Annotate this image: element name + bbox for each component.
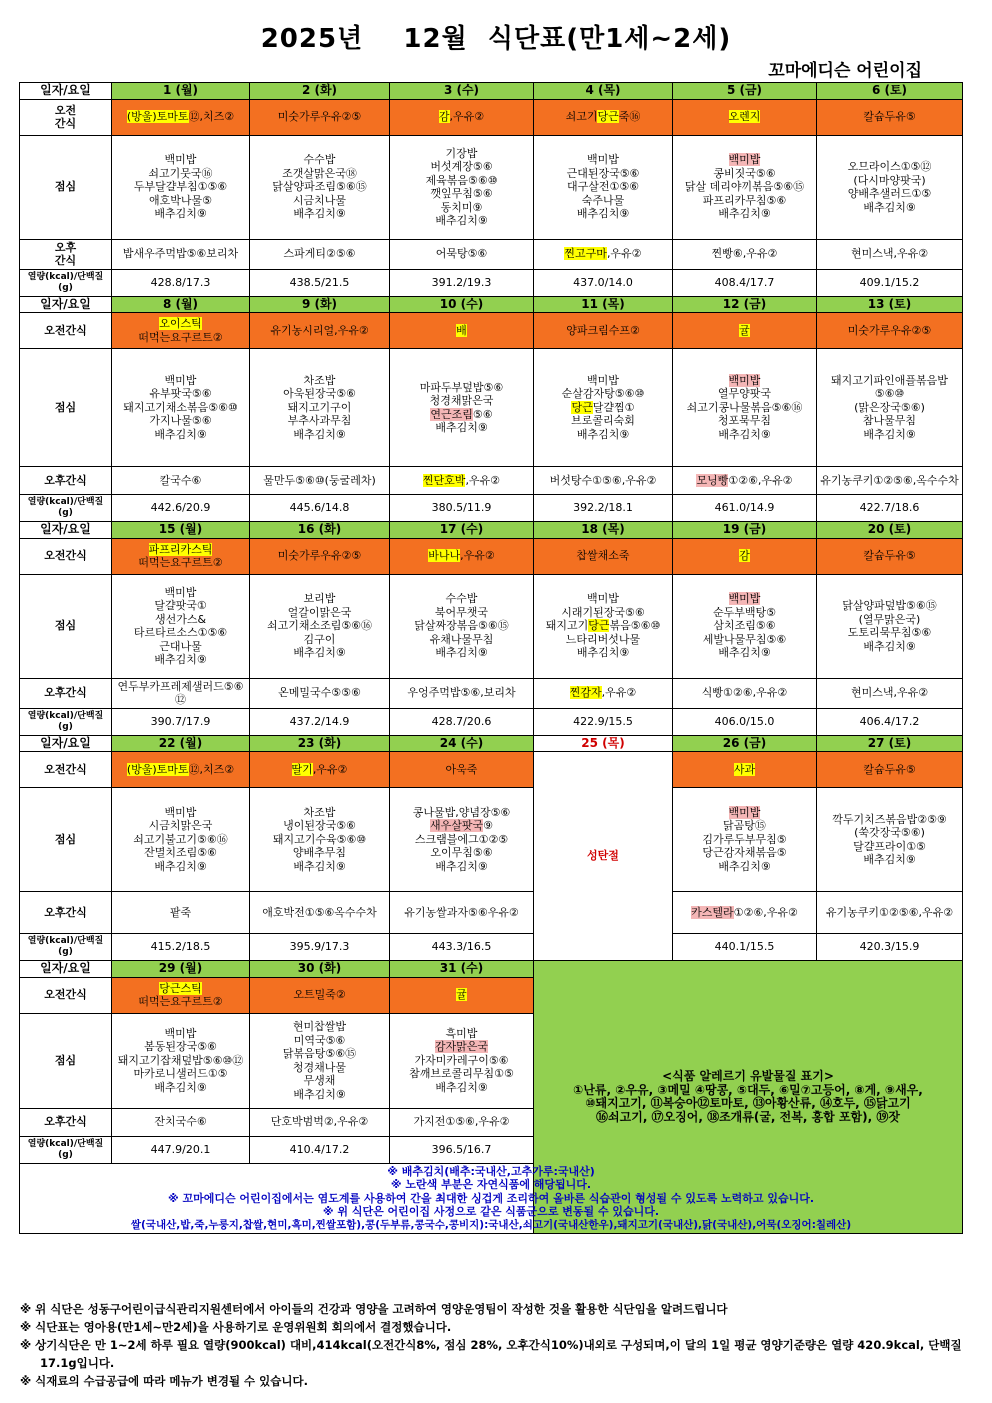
lunch-cell — [817, 788, 963, 892]
lunch-text: 백미밥 근대된장국⑤⑥ 대구살전①⑤⑥ 숙주나물 배추김치⑨ — [566, 153, 640, 221]
lunch-cell — [390, 349, 534, 467]
am-snack-cell — [112, 538, 250, 574]
pm-snack-text: 카스텔라①②⑥,우유② — [691, 905, 798, 919]
pm-snack-text: 유기농쌀과자⑤⑥우유② — [404, 905, 519, 919]
energy-cell: 415.2/18.5 — [112, 934, 250, 961]
day-header: 4 (목) — [534, 83, 673, 100]
am-snack-text: 미숫가루우유②⑤ — [847, 323, 932, 337]
lunch-text: 차조밥 아욱된장국⑤⑥ 돼지고기구이 부추사과무침 배추김치⑨ — [283, 373, 356, 441]
row-label: 일자/요일 — [20, 296, 112, 313]
highlight: (방울)토마토 — [126, 110, 189, 124]
pm-snack-cell — [673, 678, 817, 708]
daycare-name: 꼬마에디슨 어린이집 — [768, 61, 922, 81]
day-header: 24 (수) — [390, 735, 534, 752]
pm-snack-cell — [250, 239, 390, 269]
pm-snack-cell — [390, 892, 534, 934]
day-header: 1 (월) — [112, 83, 250, 100]
note-line: ※ 위 식단은 어린이집 사정으로 같은 식품군으로 변동될 수 있습니다. — [322, 1205, 660, 1218]
row-label: 점심 — [20, 1013, 112, 1108]
am-snack-cell — [673, 538, 817, 574]
am-snack-cell — [817, 752, 963, 788]
energy-cell: 445.6/14.8 — [250, 495, 390, 522]
day-header: 15 (월) — [112, 522, 250, 539]
am-snack-cell — [250, 538, 390, 574]
lunch-cell — [112, 788, 250, 892]
pm-snack-text: 찐감자,우유② — [569, 686, 637, 700]
energy-cell: 442.6/20.9 — [112, 495, 250, 522]
row-label: 점심 — [20, 788, 112, 892]
energy-cell: 390.7/17.9 — [112, 708, 250, 735]
lunch-text: 백미밥 순살감자탕⑤⑥⑩ 당근달걀찜① 브로콜리숙회 배추김치⑨ — [561, 373, 645, 441]
row-label: 오후 간식 — [20, 239, 112, 269]
row-label: 오전간식 — [20, 977, 112, 1013]
row-label: 오전간식 — [20, 752, 112, 788]
highlight: 감자맑은국 — [434, 1040, 489, 1054]
row-label: 점심 — [20, 574, 112, 678]
lunch-cell — [250, 1013, 390, 1108]
am-snack-cell — [817, 538, 963, 574]
energy-cell: 447.9/20.1 — [112, 1136, 250, 1163]
am-snack-text: 칼슘두유⑤ — [863, 549, 916, 563]
lunch-text: 백미밥 콩비짓국⑤⑥ 닭살 데리야끼볶음⑤⑥⑮ 파프리카무침⑤⑥ 배추김치⑨ — [684, 153, 805, 221]
am-snack-text: (방울)토마토⑫,치즈② — [126, 762, 235, 776]
lunch-text: 콩나물밥,양념장⑤⑥ 새우살팟국⑨ 스크램블에그①②⑤ 오이무침⑤⑥ 배추김치⑨ — [412, 805, 511, 873]
am-snack-text: 딸기,우유② — [291, 762, 348, 776]
day-header: 17 (수) — [390, 522, 534, 539]
day-header: 20 (토) — [817, 522, 963, 539]
lunch-cell — [673, 349, 817, 467]
pm-snack-cell — [673, 467, 817, 495]
am-snack-cell — [250, 313, 390, 349]
notes-box — [20, 1163, 963, 1234]
lunch-text: 돼지고기파인애플볶음밥 ⑤⑥⑩ (맑은장국⑤⑥) 참나물무침 배추김치⑨ — [831, 373, 948, 441]
highlight: 백미밥 — [728, 153, 761, 167]
lunch-text: 백미밥 봄동된장국⑤⑥ 돼지고기잡채덮밥⑤⑥⑩⑫ 마카로니샐러드①⑤ 배추김치⑨ — [117, 1026, 244, 1094]
energy-cell: 437.0/14.0 — [534, 269, 673, 296]
highlight: 당근스틱 — [159, 981, 202, 995]
lunch-text: 백미밥 달걀팟국① 생선가스&타르타르소스①⑤⑥ 근대나물 배추김치⑨ — [133, 585, 228, 666]
energy-cell: 391.2/19.3 — [390, 269, 534, 296]
page-title — [0, 18, 992, 55]
am-snack-text — [739, 324, 750, 337]
am-snack-cell — [390, 538, 534, 574]
lunch-text: 보리밥 얼갈이맑은국 쇠고기채소조림⑤⑥⑯ 김구이 배추김치⑨ — [266, 592, 373, 660]
lunch-cell — [673, 574, 817, 678]
lunch-text: 현미찹쌀밥 미역국⑤⑥ 닭볶음탕⑤⑥⑮ 청경채나물 무생채 배추김치⑨ — [282, 1020, 357, 1101]
pm-snack-cell — [673, 239, 817, 269]
pm-snack-cell — [250, 678, 390, 708]
lunch-cell — [817, 349, 963, 467]
pm-snack-text: 찐빵⑥,우유② — [711, 247, 778, 261]
am-snack-cell — [250, 752, 390, 788]
am-snack-cell — [534, 99, 673, 135]
allergy-line: ⑩돼지고기, ⑪복숭아⑫토마토, ⑬아황산류, ⑭호두, ⑮닭고기 — [585, 1096, 911, 1110]
day-header: 31 (수) — [390, 961, 534, 978]
day-header: 23 (화) — [250, 735, 390, 752]
pm-snack-text: 찐단호박,우유② — [422, 473, 501, 487]
pm-snack-text: 어묵탕⑤⑥ — [435, 247, 488, 261]
pm-snack-cell — [390, 1108, 534, 1136]
energy-cell: 395.9/17.3 — [250, 934, 390, 961]
pm-snack-text: 스파게티②⑤⑥ — [283, 247, 356, 261]
lunch-text: 기장밥 버섯계장⑤⑥ 제육볶음⑤⑥⑩ 깻잎무침⑤⑥ 동치미⑨ 배추김치⑨ — [425, 146, 498, 227]
row-label: 오전간식 — [20, 313, 112, 349]
footer-note: ※ 위 식단은 성동구어린이급식관리지원센터에서 아이들의 건강과 영양을 고려하여 영양운영팀이 작성한 것을 활용한 식단임을 알려드립니다 — [20, 1302, 728, 1316]
row-label: 열량(kcal)/단백질(g) — [20, 269, 112, 296]
row-label: 열량(kcal)/단백질(g) — [20, 1136, 112, 1163]
highlight: 당근 — [588, 619, 610, 633]
pm-snack-cell — [390, 678, 534, 708]
row-label: 열량(kcal)/단백질(g) — [20, 708, 112, 735]
lunch-cell — [250, 574, 390, 678]
highlight: 연근조림 — [430, 407, 473, 421]
energy-cell: 428.8/17.3 — [112, 269, 250, 296]
day-header: 3 (수) — [390, 83, 534, 100]
lunch-cell — [534, 135, 673, 239]
highlight: 새우살팟국 — [429, 819, 484, 833]
am-snack-text: 바나나,우유② — [428, 549, 495, 563]
pm-snack-text: 밥새우주먹밥⑤⑥보리차 — [122, 247, 239, 261]
pm-snack-cell — [112, 892, 250, 934]
lunch-cell — [112, 1013, 250, 1108]
pm-snack-cell — [817, 467, 963, 495]
lunch-text: 백미밥 닭곰탕⑮ 김가루두부무침⑤ 당근감자채볶음⑤ 배추김치⑨ — [702, 805, 787, 873]
row-label: 오후간식 — [20, 1108, 112, 1136]
am-snack-text — [734, 763, 755, 776]
day-header: 26 (금) — [673, 735, 817, 752]
energy-cell: 420.3/15.9 — [817, 934, 963, 961]
am-snack-text: 오이스틱 떠먹는요구르트② — [138, 317, 223, 344]
lunch-text: 오므라이스①⑤⑫ (다시마양팟국) 양배추샐러드①⑤ 배추김치⑨ — [847, 160, 932, 214]
am-snack-text — [456, 324, 467, 337]
am-snack-cell — [390, 977, 534, 1013]
am-snack-cell — [817, 313, 963, 349]
energy-cell: 422.9/15.5 — [534, 708, 673, 735]
am-snack-cell — [817, 99, 963, 135]
am-snack-cell — [673, 752, 817, 788]
lunch-text: 차조밥 냉이된장국⑤⑥ 돼지고기수육⑤⑥⑩ 양배추무침 배추김치⑨ — [272, 805, 367, 873]
highlight: 카스텔라 — [691, 905, 734, 919]
am-snack-cell — [534, 313, 673, 349]
am-snack-cell — [673, 99, 817, 135]
lunch-text: 백미밥 순두부백탕⑤ 삼치조림⑤⑥ 세발나물무침⑤⑥ 배추김치⑨ — [702, 592, 787, 660]
lunch-cell — [112, 349, 250, 467]
lunch-cell — [673, 135, 817, 239]
highlight: 찐감자 — [569, 686, 602, 700]
pm-snack-text: 가지전①⑤⑥,우유② — [413, 1115, 510, 1129]
highlight: 당근 — [571, 400, 593, 414]
pm-snack-text: 물만두⑤⑥⑩(둥굴레차) — [263, 473, 376, 487]
pm-snack-text: 유기농쿠키①②⑤⑥,우유② — [825, 905, 954, 919]
highlight: (방울)토마토 — [126, 762, 189, 776]
lunch-cell — [250, 349, 390, 467]
allergy-line: ①난류, ②우유, ③메밀 ④땅콩, ⑤대두, ⑥밀⑦고등어, ⑧게, ⑨새우, — [573, 1082, 923, 1097]
pm-snack-text: 식빵①②⑥,우유② — [701, 686, 788, 700]
note-line: ※ 꼬마에디슨 어린이집에서는 염도계를 사용하여 간을 최대한 싱겁게 조리하여 올바른 식습관이 형성될 수 있도록 노력하고 있습니다. — [167, 1191, 815, 1205]
energy-cell: 461.0/14.9 — [673, 495, 817, 522]
lunch-cell — [673, 788, 817, 892]
highlight: 배 — [456, 323, 467, 337]
day-header: 2 (화) — [250, 83, 390, 100]
note-line: ※ 노란색 부분은 자연식품에 해당됩니다. — [390, 1178, 592, 1191]
highlight: 찐단호박 — [422, 473, 466, 487]
menu-table — [19, 82, 963, 1234]
am-snack-text: 감,우유② — [438, 110, 485, 124]
lunch-cell — [390, 574, 534, 678]
am-snack-text — [739, 549, 750, 562]
pm-snack-cell — [250, 1108, 390, 1136]
am-snack-cell — [250, 99, 390, 135]
am-snack-text: (방울)토마토⑫,치즈② — [126, 110, 235, 124]
row-label: 오전 간식 — [20, 99, 112, 135]
lunch-cell — [250, 135, 390, 239]
energy-cell: 438.5/21.5 — [250, 269, 390, 296]
lunch-text: 백미밥 시금치맑은국 쇠고기불고기⑤⑥⑯ 잔멸치조림⑤⑥ 배추김치⑨ — [133, 805, 228, 873]
energy-cell: 408.4/17.7 — [673, 269, 817, 296]
pm-snack-text: 버섯탕수①⑤⑥,우유② — [549, 473, 657, 487]
pm-snack-text: 연두부카프레제샐러드⑤⑥⑫ — [117, 679, 244, 706]
am-snack-cell — [390, 313, 534, 349]
pm-snack-cell — [534, 467, 673, 495]
day-header: 27 (토) — [817, 735, 963, 752]
am-snack-cell — [112, 977, 250, 1013]
pm-snack-cell — [250, 892, 390, 934]
highlight: 귤 — [739, 323, 750, 337]
pm-snack-cell — [673, 892, 817, 934]
pm-snack-cell — [817, 678, 963, 708]
lunch-cell — [390, 1013, 534, 1108]
highlight: 백미밥 — [728, 805, 761, 819]
allergy-heading: <식품 알레르기 유발물질 표기> — [662, 1069, 834, 1083]
lunch-text: 닭살양파덮밥⑤⑥⑮ (열무맑은국) 도토리묵무침⑤⑥ 배추김치⑨ — [842, 599, 937, 653]
highlight: 모닝빵 — [696, 473, 729, 487]
pm-snack-text: 팥죽 — [169, 905, 192, 919]
lunch-text: 수수밥 조갯살맑은국⑱ 닭살양파조림⑤⑥⑮ 시금치나물 배추김치⑨ — [272, 153, 367, 221]
day-header: 8 (월) — [112, 296, 250, 313]
row-label: 열량(kcal)/단백질(g) — [20, 495, 112, 522]
highlight: 백미밥 — [728, 373, 761, 387]
am-snack-text: 칼슘두유⑤ — [863, 110, 916, 124]
note-line: 쌀(국내산,밥,죽,누룽지,찹쌀,현미,흑미,찐쌀포함),콩(두부류,콩국수,콩비지):국내산,쇠고기(국내산한우),돼지고기(국내산),닭(국내산),어묵(오징어:칠레산) — [130, 1218, 852, 1231]
am-snack-text: 오트밀죽② — [293, 988, 346, 1002]
row-label: 점심 — [20, 349, 112, 467]
allergy-line: ⑯쇠고기, ⑰오징어, ⑱조개류(굴, 전복, 홍합 포함), ⑲잣 — [596, 1109, 900, 1124]
pm-snack-cell — [112, 1108, 250, 1136]
am-snack-cell — [112, 99, 250, 135]
am-snack-text — [456, 988, 467, 1001]
energy-cell: 409.1/15.2 — [817, 269, 963, 296]
pm-snack-text: 찐고구마,우유② — [564, 247, 642, 261]
footer-notes — [20, 1300, 970, 1390]
row-label: 오후간식 — [20, 467, 112, 495]
am-snack-cell — [390, 752, 534, 788]
day-header: 18 (목) — [534, 522, 673, 539]
am-snack-text: 양파크림수프② — [566, 323, 640, 337]
note-line: ※ 배추김치(배추:국내산,고추가루:국내산) — [387, 1164, 595, 1178]
pm-snack-cell — [534, 678, 673, 708]
day-header: 19 (금) — [673, 522, 817, 539]
day-header: 6 (토) — [817, 83, 963, 100]
row-label: 오전간식 — [20, 538, 112, 574]
pm-snack-text: 현미스낵,우유② — [850, 247, 929, 261]
am-snack-text: 칼슘두유⑤ — [863, 762, 916, 776]
energy-cell: 406.4/17.2 — [817, 708, 963, 735]
day-header: 12 (금) — [673, 296, 817, 313]
energy-cell: 380.5/11.9 — [390, 495, 534, 522]
energy-cell: 406.0/15.0 — [673, 708, 817, 735]
am-snack-cell — [112, 752, 250, 788]
am-snack-cell — [673, 313, 817, 349]
lunch-cell — [390, 788, 534, 892]
row-label: 열량(kcal)/단백질(g) — [20, 934, 112, 961]
lunch-cell — [112, 574, 250, 678]
highlight: 당근 — [597, 110, 619, 124]
lunch-text: 백미밥 시래기된장국⑤⑥ 돼지고기당근볶음⑤⑥⑩ 느타리버섯나물 배추김치⑨ — [545, 592, 661, 660]
energy-cell: 422.7/18.6 — [817, 495, 963, 522]
lunch-cell — [250, 788, 390, 892]
am-snack-text: 찹쌀채소죽 — [576, 549, 630, 563]
am-snack-text: 유기농시리얼,우유② — [270, 323, 369, 337]
day-header: 10 (수) — [390, 296, 534, 313]
lunch-cell — [390, 135, 534, 239]
lunch-cell — [534, 349, 673, 467]
pm-snack-cell — [390, 239, 534, 269]
footer-note: ※ 식단표는 영아용(만1세~만2세)을 사용하기로 운영위원회 회의에서 결정했습니다. — [20, 1320, 452, 1334]
lunch-cell — [817, 574, 963, 678]
day-header: 30 (화) — [250, 961, 390, 978]
lunch-cell — [534, 574, 673, 678]
energy-cell: 410.4/17.2 — [250, 1136, 390, 1163]
footer-note: ※ 식재료의 수급공급에 따라 메뉴가 변경될 수 있습니다. — [20, 1374, 308, 1388]
row-label: 일자/요일 — [20, 735, 112, 752]
pm-snack-text: 현미스낵,우유② — [850, 686, 929, 700]
am-snack-text — [729, 110, 761, 123]
row-label: 일자/요일 — [20, 961, 112, 978]
energy-cell: 440.1/15.5 — [673, 934, 817, 961]
pm-snack-cell — [817, 239, 963, 269]
title-month: 12월 — [403, 24, 468, 54]
energy-cell: 437.2/14.9 — [250, 708, 390, 735]
energy-cell: 396.5/16.7 — [390, 1136, 534, 1163]
row-label: 점심 — [20, 135, 112, 239]
am-snack-cell — [250, 977, 390, 1013]
am-snack-text: 당근스틱 떠먹는요구르트② — [138, 981, 223, 1008]
pm-snack-text: 유기농쿠키①②⑤⑥,옥수수차 — [820, 473, 959, 487]
pm-snack-cell — [112, 678, 250, 708]
highlight: 감 — [438, 110, 450, 124]
highlight: 귤 — [456, 988, 467, 1002]
am-snack-cell — [390, 99, 534, 135]
energy-cell: 443.3/16.5 — [390, 934, 534, 961]
pm-snack-text: 애호박전①⑤⑥옥수수차 — [262, 905, 377, 919]
am-snack-text: 미숫가루우유②⑤ — [277, 549, 362, 563]
row-label: 일자/요일 — [20, 83, 112, 100]
highlight: 감 — [739, 549, 750, 563]
day-header: 22 (월) — [112, 735, 250, 752]
am-snack-cell — [112, 313, 250, 349]
title-name: 식단표(만1세~2세) — [487, 24, 732, 54]
lunch-cell — [817, 135, 963, 239]
am-snack-text: 미숫가루우유②⑤ — [277, 110, 362, 124]
day-header: 5 (금) — [673, 83, 817, 100]
highlight: 딸기 — [291, 762, 313, 776]
lunch-cell — [112, 135, 250, 239]
pm-snack-cell — [112, 239, 250, 269]
lunch-text: 마파두부덮밥⑤⑥ 청경채맑은국 연근조림⑤⑥ 배추김치⑨ — [419, 380, 504, 434]
highlight: 파프리카스틱 — [148, 542, 213, 556]
pm-snack-cell — [390, 467, 534, 495]
pm-snack-text: 단호박범벅②,우유② — [270, 1115, 369, 1129]
pm-snack-text: 우엉주먹밥⑤⑥,보리차 — [407, 686, 516, 700]
energy-cell: 428.7/20.6 — [390, 708, 534, 735]
row-label: 일자/요일 — [20, 522, 112, 539]
highlight: 바나나 — [428, 549, 461, 563]
lunch-text: 수수밥 북어무챗국 닭살짜장볶음⑤⑥⑮ 유채나물무침 배추김치⑨ — [414, 592, 509, 660]
highlight: 오렌지 — [728, 110, 761, 124]
pm-snack-text: 모닝빵①②⑥,우유② — [696, 473, 793, 487]
pm-snack-cell — [112, 467, 250, 495]
day-header: 16 (화) — [250, 522, 390, 539]
day-header: 25 (목) — [534, 735, 673, 752]
holiday-cell: 성탄절 — [534, 752, 673, 961]
highlight: 찐고구마 — [564, 247, 607, 261]
day-header: 9 (화) — [250, 296, 390, 313]
day-header: 11 (목) — [534, 296, 673, 313]
pm-snack-cell — [534, 239, 673, 269]
day-header: 29 (월) — [112, 961, 250, 978]
lunch-text: 흑미밥 감자맑은국 가자미카레구이⑤⑥ 참깨브로콜리무침①⑤ 배추김치⑨ — [409, 1026, 514, 1094]
lunch-text: 백미밥 유부팟국⑤⑥ 돼지고기채소볶음⑤⑥⑩ 가지나물⑤⑥ 배추김치⑨ — [123, 373, 238, 441]
lunch-text: 깍두기치즈볶음밥②⑤⑨ (쑥갓장국⑤⑥) 달걀프라이①⑤ 배추김치⑨ — [832, 812, 947, 866]
pm-snack-text: 온메밀국수⑤⑤⑥ — [278, 686, 361, 700]
pm-snack-cell — [250, 467, 390, 495]
footer-note: ※ 상기식단은 만 1~2세 하루 필요 열량(900kcal) 대비,414kcal(오전간식8%, 점심 28%, 오후간식10%)내외로 구성되며,이 달의 1일 평균 영양기준량은 열량 420.9kcal, 단백질 17.1g입니다. — [20, 1338, 962, 1370]
highlight: 오이스틱 — [159, 317, 202, 330]
am-snack-text: 파프리카스틱 떠먹는요구르트② — [138, 542, 223, 569]
lunch-text: 백미밥 열무양팟국 쇠고기콩나물볶음⑤⑥⑯ 청포묵무침 배추김치⑨ — [686, 373, 803, 441]
am-snack-text: 아욱죽 — [445, 762, 478, 776]
highlight: 사과 — [733, 762, 756, 776]
pm-snack-cell — [817, 892, 963, 934]
title-year: 2025년 — [260, 24, 364, 54]
lunch-text: 백미밥 쇠고기뭇국⑯ 두부달걀부침①⑤⑥ 애호박나물⑤ 배추김치⑨ — [133, 153, 228, 221]
row-label: 오후간식 — [20, 892, 112, 934]
row-label: 오후간식 — [20, 678, 112, 708]
day-header: 13 (토) — [817, 296, 963, 313]
pm-snack-text: 잔치국수⑥ — [154, 1115, 207, 1129]
am-snack-cell — [534, 538, 673, 574]
highlight: 백미밥 — [728, 592, 761, 606]
pm-snack-text: 칼국수⑥ — [159, 473, 202, 487]
energy-cell: 392.2/18.1 — [534, 495, 673, 522]
am-snack-text: 쇠고기당근죽⑯ — [565, 110, 641, 124]
